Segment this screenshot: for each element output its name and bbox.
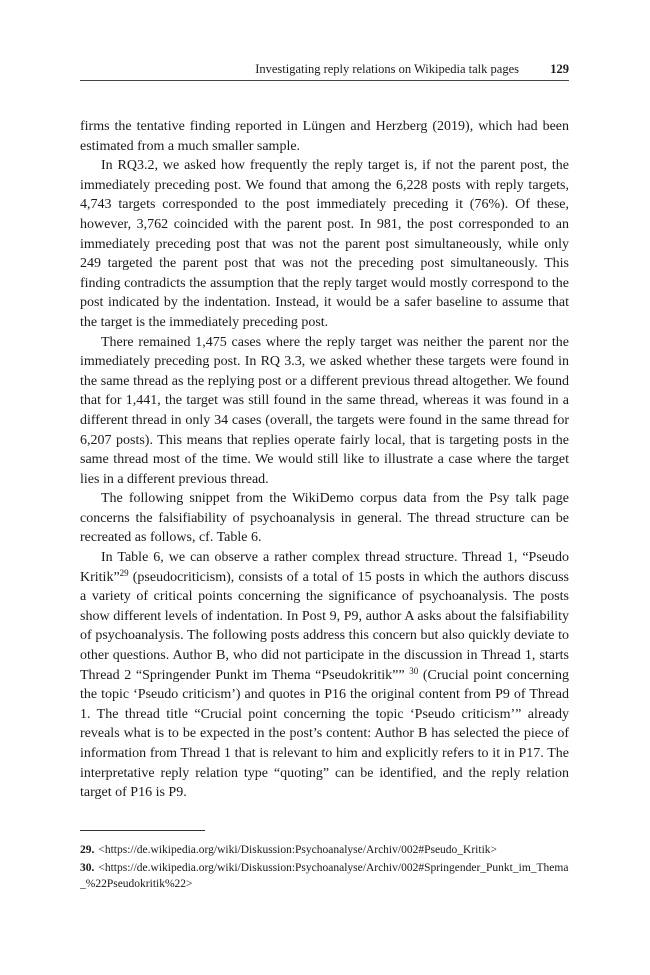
paragraph: The following snippet from the WikiDemo corpus data from the Psy talk page concerns the falsifiability of psychoanalysis in general. The thread structure can be recreated as follows, cf. Table 6.	[80, 491, 569, 546]
page-number: 129	[550, 62, 569, 76]
running-header	[80, 62, 569, 80]
footnote-link[interactable]: <https://de.wikipedia.org/wiki/Diskussion:Psychoanalyse/Archiv/002#Pseudo_Kritik>	[98, 844, 498, 856]
header-rule	[80, 80, 569, 81]
paragraph: firms the tentative finding reported in Lüngen and Herzberg (2019), which had been estimated from a much smaller sample.	[80, 119, 569, 154]
footnote-ref[interactable]: 30	[409, 665, 419, 676]
running-title: Investigating reply relations on Wikipedia talk pages	[255, 62, 519, 76]
body-text	[80, 117, 569, 803]
footnote-number: 30.	[80, 862, 95, 874]
footnotes	[80, 842, 569, 894]
footnote-rule	[80, 830, 205, 831]
footnote-number: 29.	[80, 844, 95, 856]
paragraph: In Table 6, we can observe a rather complex thread structure. Thread 1, “Pseudo Kritik”$^{29}$ (pseudocriticism), consists of a total of 15 posts in which the authors discuss a variety of critical points concerning the significance of psychoanalysis. The posts show different levels of indentation. In Post 9, P9, author A asks about the falsifiability of psychoanalysis. The following posts address this concern but also quickly deviate to other questions. Author B, who did not participate in the discussion in Thread 1, starts Thread 2 “Springender Punkt im Thema “Pseudokritik”” $^{30}$ (Crucial point concerning the topic ‘Pseudo criticism’) and quotes in P16 the original content from P9 of Thread 1. The thread title “Crucial point concerning the topic ‘Pseudo criticism’” already reveals what is to be expected in the post’s content: Author B has selected the piece of information from Thread 1 that is relevant to him and explicitly refers to it in P17. The interpretative reply relation type “quoting” can be identified, and the reply relation target of P16 is P9.	[80, 550, 570, 801]
paragraph: In RQ3.2, we asked how frequently the reply target is, if not the parent post, the immediately preceding post. We found that among the 6,228 posts with reply targets, 4,743 targets corresponded to the post immediately preceding it (76%). Of these, however, 3,762 coincided with the parent post. In 981, the post corresponded to an immediately preceding post that was not the parent post simultaneously, while only 249 targeted the parent post that was not the preceding post simultaneously. This finding contradicts the assumption that the reply target would mostly correspond to the post indicated by the indentation. Instead, it would be a safer baseline to assume that the target is the immediately preceding post.	[80, 158, 569, 330]
footnote	[80, 842, 569, 858]
footnote	[80, 860, 569, 892]
paragraph: There remained 1,475 cases where the reply target was neither the parent nor the immediately preceding post. In RQ 3.3, we asked whether these targets were found in the same thread as the replying post or a different previous thread altogether. We found that for 1,441, the target was still found in the same thread, whereas it was found in a different thread in only 34 cases (overall, the targets were found in the same thread for 6,207 posts). This means that replies operate fairly local, that is targeting posts in the same thread most of the time. We would still like to illustrate a case where the target lies in a different previous thread.	[80, 334, 569, 487]
footnote-link[interactable]: <https://de.wikipedia.org/wiki/Diskussion:Psychoanalyse/Archiv/002#Springender_Punkt_im_Thema_%22Pseudokritik%22>	[80, 862, 569, 890]
footnote-ref[interactable]: 29	[119, 567, 129, 578]
